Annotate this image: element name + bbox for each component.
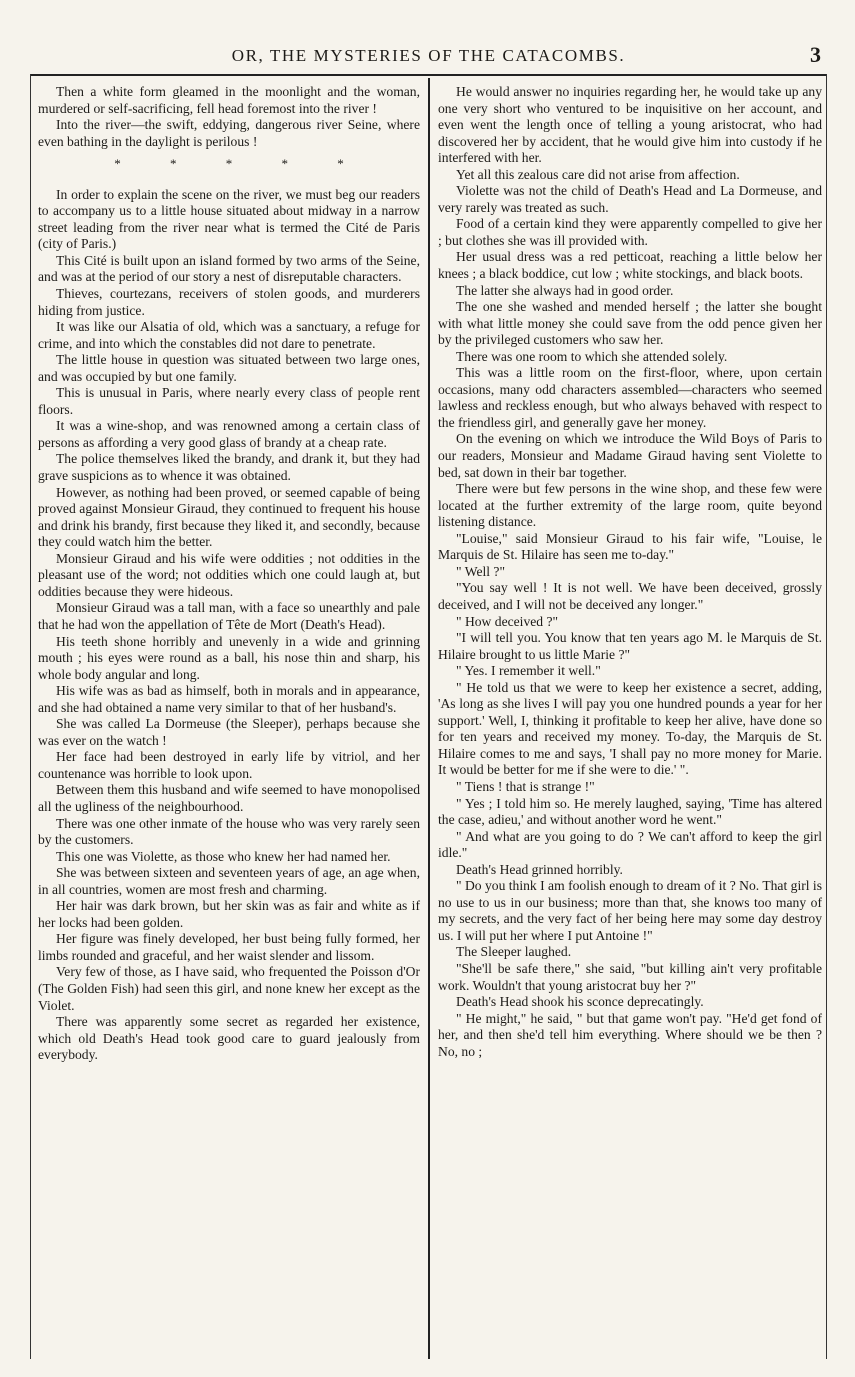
paragraph: Her figure was finely developed, her bust being fully formed, her limbs rounded and graceful, and her waist slender and lissom. bbox=[38, 931, 420, 963]
paragraph: However, as nothing had been proved, or seemed capable of being proved against Monsieur Giraud, they continued to frequent his house and drink his brandy, first because they liked it, and secondly, because they could watch him the better. bbox=[38, 484, 420, 550]
paragraph: " Yes ; I told him so. He merely laughed, saying, 'Time has altered the case, adieu,' and without another word he went." bbox=[438, 795, 822, 828]
page-number: 3 bbox=[810, 42, 821, 67]
paragraph: It was a wine-shop, and was renowned among a certain class of persons as affording a very good glass of brandy at a cheap rate. bbox=[38, 418, 420, 450]
paragraph: The latter she always had in good order. bbox=[456, 282, 674, 298]
paragraph: The Sleeper laughed. bbox=[456, 944, 572, 960]
column-divider bbox=[428, 78, 430, 1359]
paragraph: Her hair was dark brown, but her skin was as fair and white as if her locks had been golden. bbox=[38, 898, 420, 930]
paragraph: Thieves, courtezans, receivers of stolen goods, and murderers hiding from justice. bbox=[38, 286, 420, 318]
paragraph: Her usual dress was a red petticoat, reaching a little below her knees ; a black boddice, cut low ; white stockings, and black boots. bbox=[438, 249, 822, 282]
paragraph: Then a white form gleamed in the moonlight and the woman, murdered or self-sacrificing, fell head foremost into the river ! bbox=[38, 84, 420, 116]
paragraph: There was one room to which she attended solely. bbox=[456, 348, 728, 364]
paragraph: This Cité is built upon an island formed by two arms of the Seine, and was at the period of our story a nest of disreputable characters. bbox=[38, 252, 420, 285]
right-column bbox=[438, 84, 822, 1060]
paragraph: This one was Violette, as those who knew her had named her. bbox=[56, 848, 391, 864]
paragraph: "Louise," said Monsieur Giraud to his fair wife, "Louise, le Marquis de St. Hilaire has seen me to-day." bbox=[438, 530, 822, 563]
paragraph: Death's Head grinned horribly. bbox=[456, 861, 623, 877]
paragraph: " Yes. I remember it well." bbox=[456, 663, 601, 679]
paragraph: His wife was as bad as himself, both in morals and in appearance, and she had obtained a name very similar to that of her husband's. bbox=[38, 683, 420, 715]
section-separator: * * * * * bbox=[114, 156, 344, 172]
paragraph: She was called La Dormeuse (the Sleeper), perhaps because she was ever on the watch ! bbox=[38, 716, 420, 748]
paragraph: "You say well ! It is not well. We have been deceived, grossly deceived, and I will not be deceived any longer." bbox=[438, 580, 822, 612]
paragraph: There was one other inmate of the house who was very rarely seen by the customers. bbox=[38, 815, 420, 848]
left-border-rule bbox=[30, 74, 31, 1359]
paragraph: He would answer no inquiries regarding her, he would take up any one very short who ventured to be inquisitive on her account, and even went the length once of telling a young aristocrat, who had discovered her by accident, that he would give him into custody if he interfered with her. bbox=[438, 84, 822, 166]
paragraph: In order to explain the scene on the river, we must beg our readers to accompany us to a little house situated about midway in a narrow street leading from the river near what is termed the Cité de Paris (city of Paris.) bbox=[38, 186, 420, 252]
paragraph: Her face had been destroyed in early life by vitriol, and her countenance was horrible to look upon. bbox=[38, 749, 420, 781]
paragraph: "I will tell you. You know that ten years ago M. le Marquis de St. Hilaire brought to us little Marie ?" bbox=[438, 630, 822, 662]
paragraph: On the evening on which we introduce the Wild Boys of Paris to our readers, Monsieur and Madame Giraud having sent Violette to bed, sat down in their bar together. bbox=[438, 431, 822, 480]
running-head bbox=[30, 40, 827, 76]
paragraph: There was apparently some secret as regarded her existence, which old Death's Head took good care to guard jealously from everybody. bbox=[38, 1014, 420, 1063]
paragraph: Yet all this zealous care did not arise from affection. bbox=[456, 166, 740, 182]
paragraph: Death's Head shook his sconce deprecatingly. bbox=[456, 994, 704, 1010]
paragraph: This is unusual in Paris, where nearly every class of people rent floors. bbox=[38, 385, 420, 417]
paragraph: His teeth shone horribly and unevenly in a wide and grinning mouth ; his eyes were round as a ball, his nose thin and sharp, his whole body angular and long. bbox=[38, 633, 420, 682]
paragraph: The little house in question was situated between two large ones, and was occupied by but one family. bbox=[38, 352, 420, 384]
paragraph: There were but few persons in the wine shop, and these few were located at the further extremity of the large room, quite beyond listening distance. bbox=[438, 481, 822, 530]
paragraph: " Well ?" bbox=[456, 563, 506, 579]
paragraph: She was between sixteen and seventeen years of age, an age when, in all countries, women are most fresh and charming. bbox=[38, 865, 420, 897]
paragraph: Monsieur Giraud was a tall man, with a face so unearthly and pale that he had won the appellation of Tête de Mort (Death's Head). bbox=[38, 600, 420, 632]
paragraph: It was like our Alsatia of old, which was a sanctuary, a refuge for crime, and into which the constables did not dare to penetrate. bbox=[38, 319, 420, 351]
right-border-rule bbox=[826, 74, 827, 1359]
paragraph: " How deceived ?" bbox=[456, 613, 559, 629]
running-title: OR, THE MYSTERIES OF THE CATACOMBS. bbox=[231, 46, 626, 65]
paragraph: Food of a certain kind they were apparently compelled to give her ; but clothes she was ill provided with. bbox=[438, 216, 822, 248]
paragraph: Monsieur Giraud and his wife were oddities ; not oddities in the pleasant use of the word; not oddities which one could laugh at, but oddities because they were hideous. bbox=[38, 550, 420, 599]
paragraph: Violette was not the child of Death's Head and La Dormeuse, and very rarely was treated as such. bbox=[438, 183, 822, 215]
paragraph: "She'll be safe there," she said, "but killing ain't very profitable work. Wouldn't that young aristocrat buy her ?" bbox=[438, 960, 822, 993]
paragraph: Into the river—the swift, eddying, dangerous river Seine, where even bathing in the daylight is perilous ! bbox=[38, 117, 420, 149]
paragraph: " He might," he said, " but that game won't pay. "He'd get fond of her, and then she'd tell him everything. Where should we be then ? No, no ; bbox=[438, 1010, 822, 1059]
left-column bbox=[38, 84, 420, 1064]
paragraph: " And what are you going to do ? We can't afford to keep the girl idle." bbox=[438, 828, 822, 861]
paragraph: " Tiens ! that is strange !" bbox=[456, 778, 595, 794]
paragraph: Very few of those, as I have said, who frequented the Poisson d'Or (The Golden Fish) had seen this girl, and none knew her except as the Violet. bbox=[38, 964, 420, 1013]
paragraph: " Do you think I am foolish enough to dream of it ? No. That girl is no use to us in our business; more than that, she knows too many of my secrets, and the very fact of her being here may some day destroy us. I will put her where I put Antoine !" bbox=[438, 878, 822, 943]
paragraph: The police themselves liked the brandy, and drank it, but they had grave suspicions as to whence it was obtained. bbox=[38, 451, 420, 484]
paragraph: " He told us that we were to keep her existence a secret, adding, 'As long as she lives I will pay you one hundred pounds a year for her support.' Well, I, thinking it profitable to keep her alive, have done so for ten years and received my money. To-day, the Marquis de St. Hilaire comes to me and says, 'I shall pay no more money for Marie. It would be better for me if she were to die.' ". bbox=[438, 679, 822, 778]
paragraph: The one she washed and mended herself ; the latter she bought with what little money she could save from the odd pence given her by the privileged customers who saw her. bbox=[438, 299, 822, 348]
paragraph: This was a little room on the first-floor, where, upon certain occasions, many odd characters assembled—characters who seemed lawless and reckless enough, but who always behaved with respect to the friendless girl, and generally gave her money. bbox=[438, 365, 822, 430]
paragraph: Between them this husband and wife seemed to have monopolised all the ugliness of the neighbourhood. bbox=[38, 782, 420, 814]
